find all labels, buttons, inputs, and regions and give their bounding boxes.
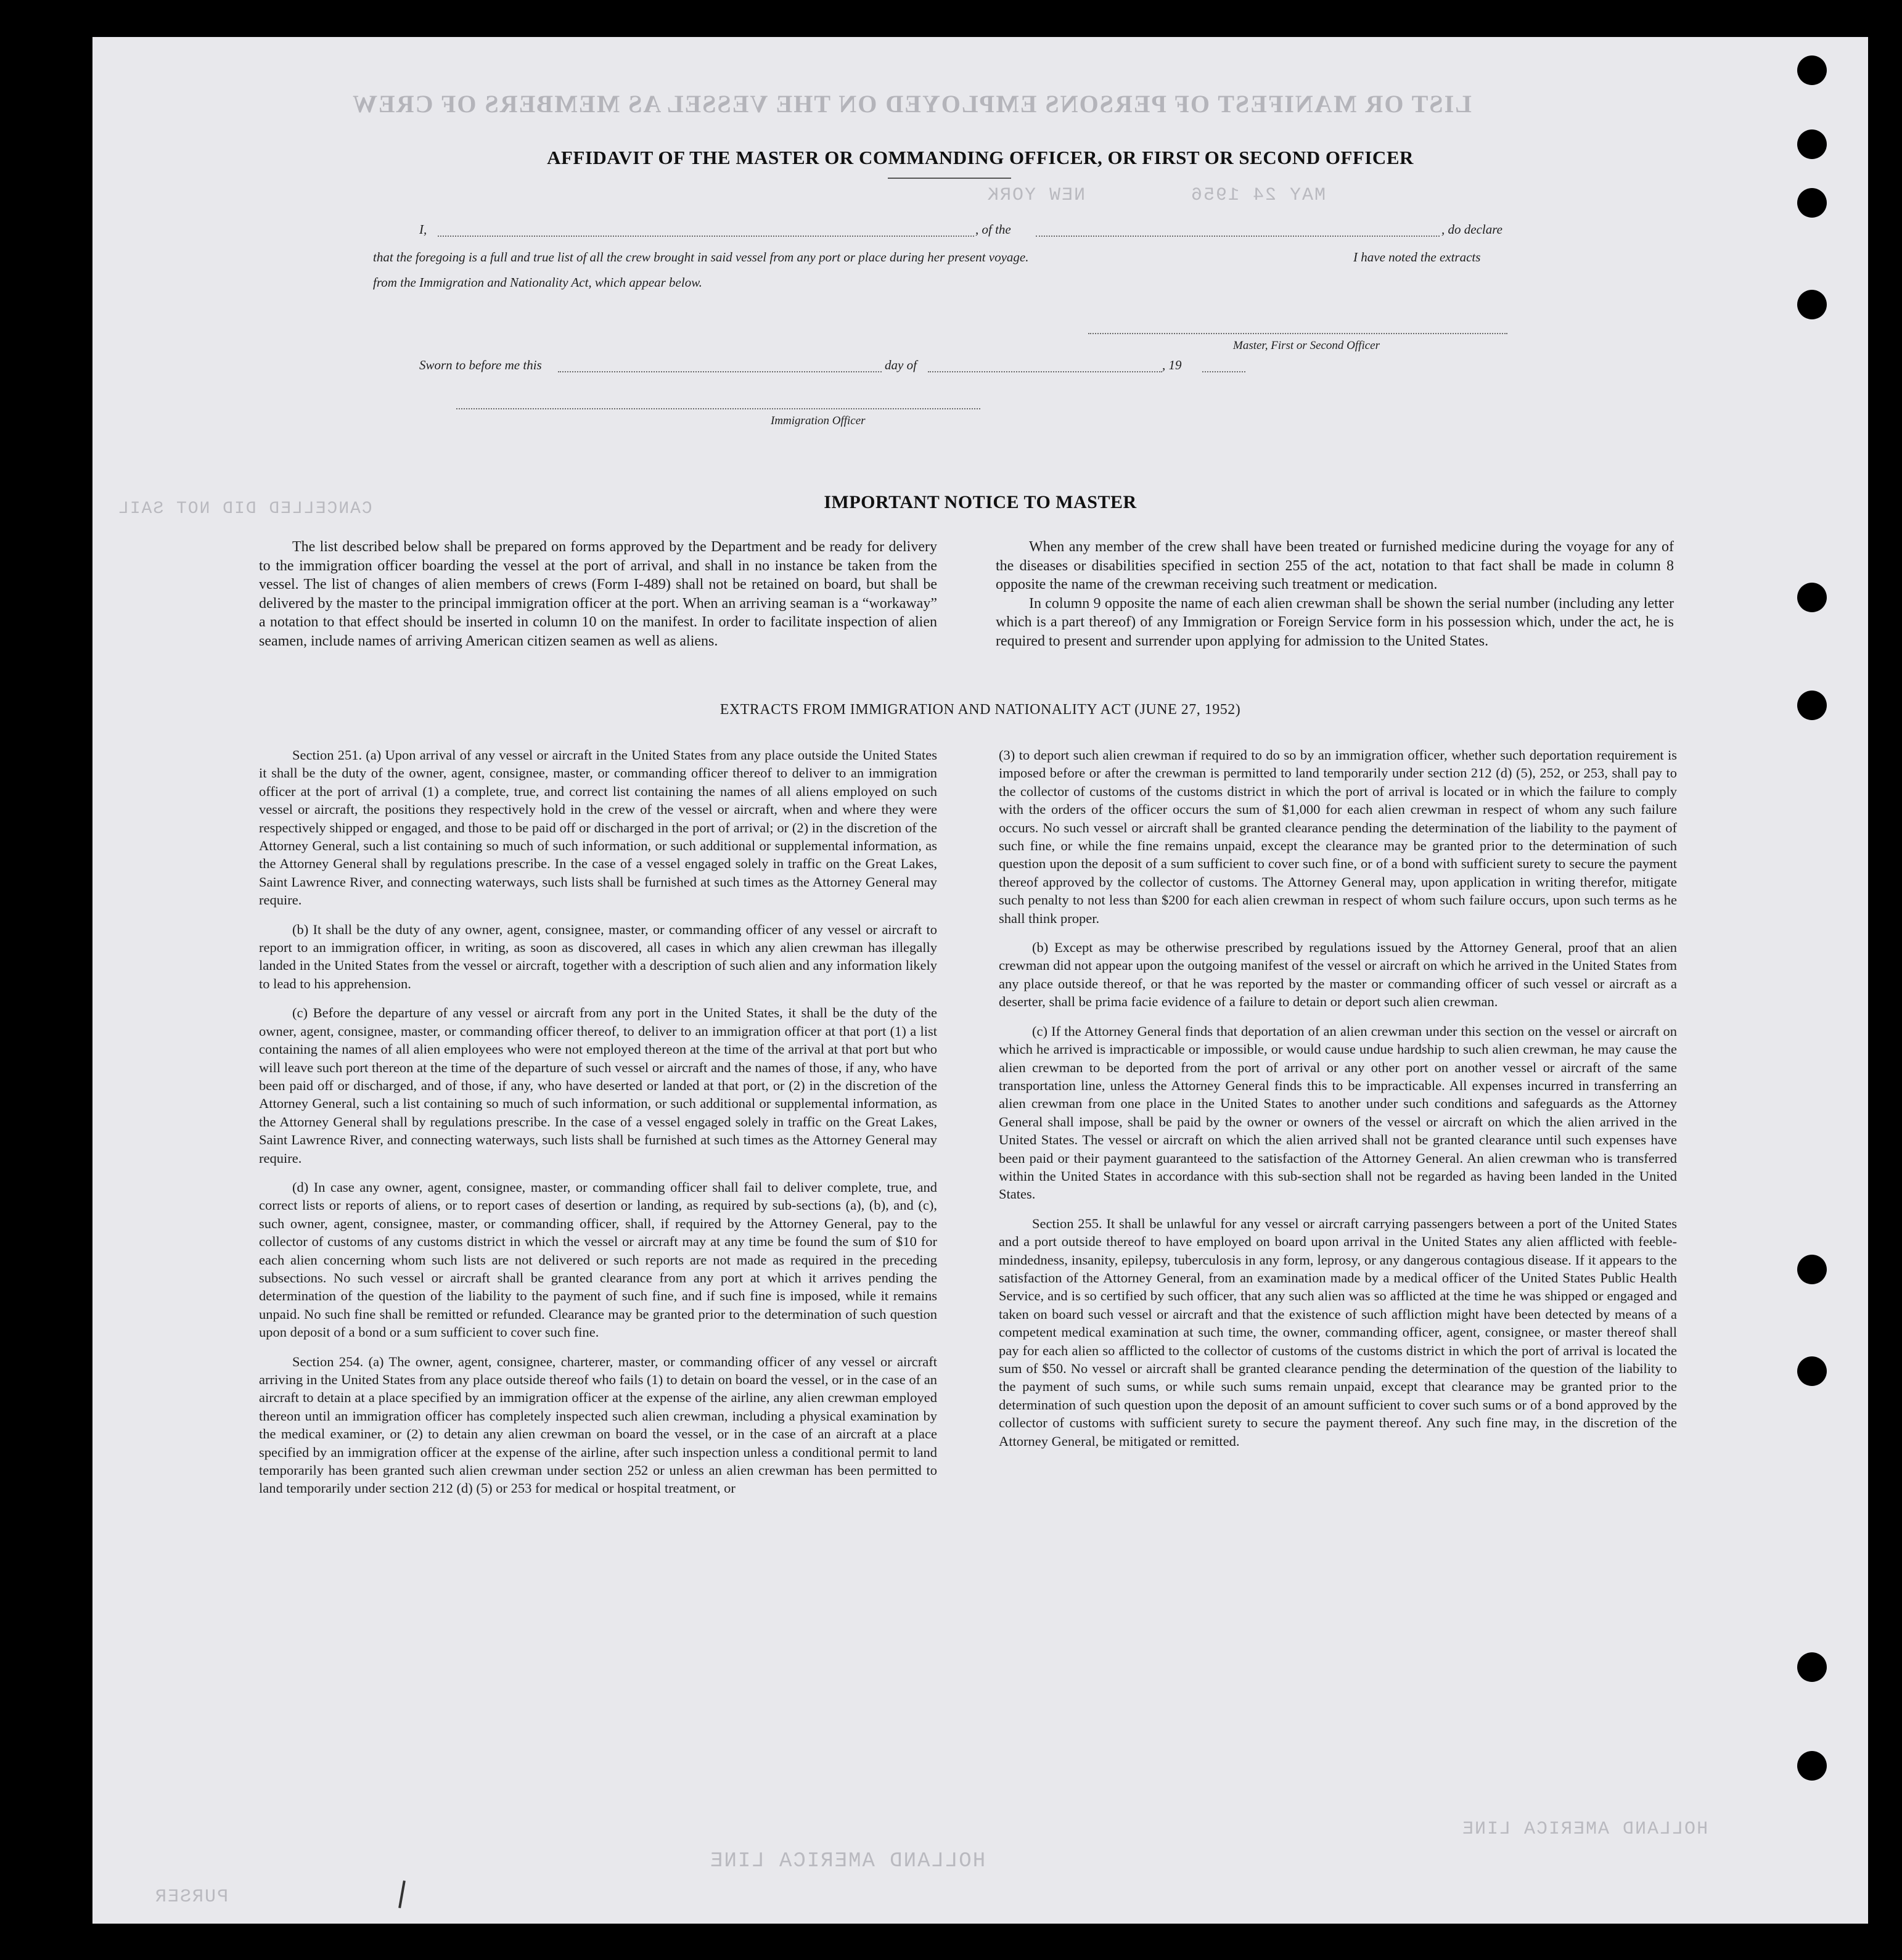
notice-title: IMPORTANT NOTICE TO MASTER (824, 492, 1137, 512)
ghost-port: NEW YORK (986, 185, 1086, 206)
title-rule (888, 178, 1011, 179)
section-251d: (d) In case any owner, agent, consignee, master, or commanding officer shall fail to deliver complete, true, and correct lists or reports of aliens, or to report cases of desertion or landing, as required by sub-sections (a), (b), and (c), such owner, agent, consignee, master, or commanding officer, shall, if required by the Attorney General, pay to the collector of customs of any customs district in which the vessel or aircraft may at any time be found the sum of $10 for each alien concerning whom such lists are not delivered or such reports are not made as required in the preceding subsections. No such vessel or aircraft shall be granted clearance from any port at which it arrives pending the determination of the question of the liability to the payment of such fine, and if such fine is imposed, while it remains unpaid. No such fine shall be remitted or refunded. Clearance may be granted prior to the determination of such question upon deposit of a bond or a sum sufficient to cover such fine. (259, 1179, 937, 1340)
binder-hole (1797, 1255, 1827, 1284)
section-251a: Section 251. (a) Upon arrival of any vessel or aircraft in the United States from any place outside the United States it shall be the duty of the owner, agent, consignee, master, or commanding officer thereof to deliver to an immigration officer at the port of arrival (1) a complete, true, and correct list containing the names of all aliens employed on such vessel or aircraft, the positions they respectively hold in the crew of the vessel or aircraft, when and where they were respectively shipped or engaged, and those to be paid off or discharged in the port of arrival; or (2) in the discretion of the Attorney General, such a list containing so much of such information, or such additional or supplemental information, as the Attorney General shall by regulations prescribe. In the case of a vessel engaged solely in traffic on the Great Lakes, Saint Lawrence River, and connecting waterways, such lists shall be furnished at such times as the Attorney General may require. (259, 747, 937, 908)
notice-left-paragraph: The list described below shall be prepared on forms approved by the Department and be ready for delivery to the immigration officer boarding the vessel at the port of arrival, and shall in no instance be taken from the vessel. The list of changes of alien members of crews (Form I-489) shall not be retained on board, but shall be delivered by the master to the principal immigration officer at the port. When an arriving seaman is a “workaway” a notation to that effect should be inserted in column 10 on the manifest. In order to facilitate inspection of alien seamen, include names of arriving American citizen seamen as well as aliens. (259, 539, 937, 649)
sworn-year-field[interactable] (1202, 371, 1245, 372)
binder-hole (1797, 1652, 1827, 1682)
section-254a-continued: (3) to deport such alien crewman if required to do so by an immigration officer, whether such deportation requirement is imposed before or after the crewman is permitted to land temporarily under section 212 (d) (5), 252, or 253, shall pay to the collector of customs of the customs district in which the port of arrival is located or in which the failure to comply with the orders of the officer occurs the sum of $1,000 for each alien crewman in respect of whom any such failure occurs. No such vessel or aircraft shall be granted clearance pending the determination of the liability to the payment of such fine, or while the fine remains unpaid, except the clearance may be granted prior to the determination of such question upon the deposit of a sum sufficient to cover such fine, or of a bond with sufficient surety to secure the payment thereof approved by the collector of customs. The Attorney General may, upon application in writing therefor, mitigate such penalty to not less than $200 for each alien crewman in respect of whom such failure occurs, upon such terms as he shall think proper. (999, 747, 1677, 926)
affidavit-do-declare: , do declare (1441, 222, 1502, 237)
vessel-name-field[interactable] (1036, 236, 1440, 237)
sworn-month-field[interactable] (928, 371, 1162, 372)
sworn-day-field[interactable] (558, 371, 882, 372)
section-254b: (b) Except as may be otherwise prescribed by regulations issued by the Attorney General, proof that an alien crewman did not appear upon the outgoing manifest of the vessel or aircraft on which he arrived in the United States from any place outside thereof, or that he was reported by the master or commanding officer of such vessel or aircraft as a deserter, shall be prima facie evidence of a failure to detain or deport such alien crewman. (999, 940, 1677, 1010)
ghost-date-stamp: MAY 24 1956 (1190, 185, 1326, 206)
affidavit-title: AFFIDAVIT OF THE MASTER OR COMMANDING OFFICER, OR FIRST OR SECOND OFFICER (547, 147, 1414, 168)
ghost-line-name: HOLLAND AMERICA LINE (709, 1850, 986, 1873)
officer-signature-field[interactable] (456, 408, 980, 409)
officer-caption: Immigration Officer (771, 414, 866, 427)
master-name-field[interactable] (438, 236, 974, 237)
section-255: Section 255. It shall be unlawful for any vessel or aircraft carrying passengers between a port of the United States and a port outside thereof to have employed on board upon arrival in the United States any alien afflicted with feeble-mindedness, insanity, epilepsy, tuberculosis in any form, leprosy, or any dangerous contagious disease. If it appears to the satisfaction of the Attorney General, from an examination made by a medical officer of the United States Public Health Service, and is so certified by such officer, that any such alien was so afflicted at the time he was shipped or engaged and taken on board such vessel or aircraft and that the existence of such affliction might have been detected by means of a competent medical examination at such time, the owner, commanding officer, agent, consignee, or master thereof shall pay for each alien so afflicted to the collector of customs of the customs district in which the port of arrival is located the sum of $50. No vessel or aircraft shall be granted clearance pending the determination of the question of the liability to the payment of such sums, or while such sums remain unpaid, except that clearance may be granted prior to the determination of such question upon the deposit of an amount sufficient to cover such sums or of a bond approved by the collector of customs with sufficient surety to secure the payment thereof. Any such fine may, in the discretion of the Attorney General, be mitigated or remitted. (999, 1215, 1677, 1449)
sworn-label: Sworn to before me this (419, 358, 542, 372)
ghost-line-name-2: HOLLAND AMERICA LINE (1461, 1819, 1708, 1840)
binder-hole (1797, 583, 1827, 612)
document-page (92, 37, 1868, 1924)
notice-right-paragraph-2: In column 9 opposite the name of each alien crewman shall be shown the serial number (including any letter which is a part thereof) of any Immigration or Foreign Service form in his possession which, under the act, he is required to present and surrender upon applying for admission to the United States. (996, 595, 1674, 649)
affidavit-of-the: , of the (975, 222, 1011, 237)
ghost-manifest-title: LIST OR MANIFEST OF PERSONS EMPLOYED ON THE VESSEL AS MEMBERS OF CREW (351, 90, 1472, 118)
binder-hole (1797, 1751, 1827, 1781)
year-label: , 19 (1162, 358, 1182, 372)
section-254a: Section 254. (a) The owner, agent, consignee, charterer, master, or commanding officer of any vessel or aircraft arriving in the United States from any place outside thereof who fails (1) to detain on board the vessel, or in the case of an aircraft to detain at a place specified by an immigration officer at the expense of the airline, any alien crewman employed thereon until an immigration officer has completely inspected such alien crewman, including a physical examination by the medical examiner, or (2) to detain any alien crewman on board the vessel, or in the case of an aircraft at a place specified by an immigration officer at the expense of the airline, after such inspection unless a conditional permit to land temporarily has been granted such alien crewman under section 252 or unless an alien crewman has been permitted to land temporarily under section 212 (d) (5) or 253 for medical or hospital treatment, or (259, 1353, 937, 1496)
notice-right-column (996, 538, 1674, 650)
day-of-label: day of (885, 358, 917, 372)
section-254c: (c) If the Attorney General finds that deportation of an alien crewman under this section on the vessel or aircraft on which he arrived is impracticable or impossible, or would cause undue hardship to such alien crewman, he may cause the alien crewman to be deported from the port of arrival or any other port on another vessel or aircraft of the same transportation line, unless the Attorney General finds this to be impracticable. All expenses incurred in transferring an alien crewman from one place in the United States to another under such conditions and safeguards as the Attorney General shall impose, shall be paid by the owner or owners of the vessel or aircraft on which the alien arrived in the United States. The vessel or aircraft on which the alien arrived shall not be granted clearance until such expenses have been paid or their payment guaranteed to the satisfaction of the Attorney General. An alien crewman who is transferred within the United States in accordance with this sub-section shall not be regarded as having been landed in the United States. (999, 1023, 1677, 1202)
section-251c: (c) Before the departure of any vessel or aircraft from any port in the United States, it shall be the duty of the owner, agent, consignee, master, or commanding officer thereof, to deliver to an immigration officer at that port (1) a list containing the names of all alien employees who were not employed thereon at the time of the arrival at that port but who will leave such port thereon at the time of the departure of such vessel or aircraft and the names of those, if any, who have been paid off or discharged, and of those, if any, who have deserted or landed at that port, or (2) in the discretion of the Attorney General, such a list containing so much of such information, or such additional or supplemental information, as the Attorney General shall by regulations prescribe. In the case of a vessel engaged solely in traffic on the Great Lakes, Saint Lawrence River, and connecting waterways, such lists shall be furnished at such times as the Attorney General may require. (259, 1005, 937, 1166)
affidavit-statement-line1: that the foregoing is a full and true list of all the crew brought in said vessel from any port or place during her present voyage. (373, 250, 1029, 264)
binder-hole (1797, 188, 1827, 218)
binder-hole (1797, 55, 1827, 85)
extracts-left-column (259, 746, 937, 1509)
binder-hole (1797, 1356, 1827, 1386)
extracts-right-column (999, 746, 1677, 1461)
master-caption: Master, First or Second Officer (1233, 339, 1380, 352)
ghost-purser: PURSER (154, 1887, 229, 1908)
affidavit-statement-line2: from the Immigration and Nationality Act, which appear below. (373, 275, 702, 290)
section-251b: (b) It shall be the duty of any owner, agent, consignee, master, or commanding officer of any vessel or aircraft to report to an immigration officer, in writing, as soon as discovered, all cases in which any alien crewman has illegally landed in the United States from the vessel or aircraft, together with a description of such alien and any information likely to lead to his apprehension. (259, 921, 937, 991)
master-signature-field[interactable] (1088, 333, 1507, 334)
ghost-cancelled: CANCELLED DID NOT SAIL (117, 499, 372, 519)
notice-right-paragraph-1: When any member of the crew shall have been treated or furnished medicine during the voyage for any of the diseases or disabilities specified in section 255 of the act, notation to that fact shall be made in column 8 opposite the name of the crewman receiving such treatment or medication. (996, 539, 1674, 593)
extracts-title: EXTRACTS FROM IMMIGRATION AND NATIONALITY ACT (JUNE 27, 1952) (719, 702, 1241, 718)
notice-left-column (259, 538, 937, 650)
affidavit-statement-line1b: I have noted the extracts (1353, 250, 1481, 264)
pen-mark (398, 1880, 406, 1908)
binder-hole (1797, 290, 1827, 319)
affidavit-i-label: I, (419, 222, 427, 237)
